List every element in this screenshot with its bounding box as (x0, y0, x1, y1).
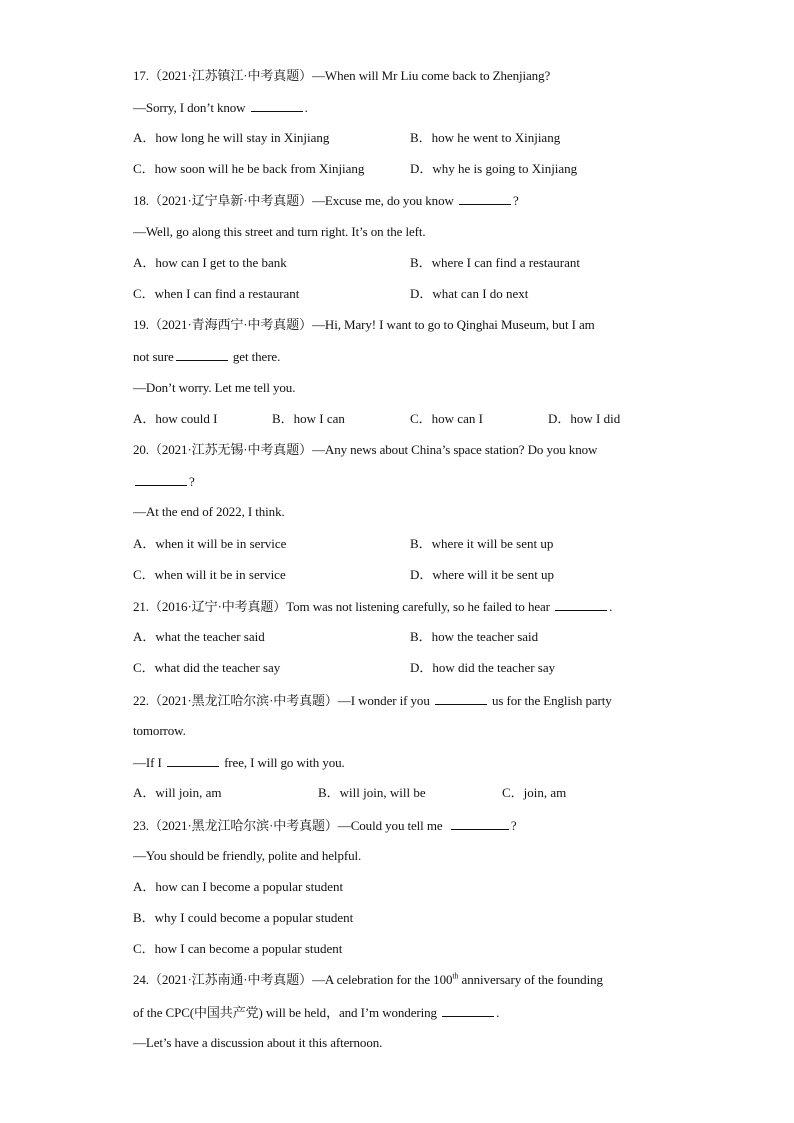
q21-option-a[interactable]: A．what the teacher said (133, 629, 265, 644)
q23-stem (133, 817, 517, 834)
q24-stem2-end: . (496, 1005, 500, 1020)
q23-stem-end: ? (510, 818, 517, 833)
q20-option-d[interactable]: D．where will it be sent up (410, 567, 555, 582)
q19-option-d[interactable]: D．how I did (548, 411, 621, 426)
q21-stem (133, 598, 612, 615)
q17-reply-text: —Sorry, I don’t know (133, 100, 246, 115)
q23-option-b[interactable]: B．why I could become a popular student (133, 910, 354, 925)
q19-stem2-end: get there. (232, 349, 281, 364)
q19-reply: —Don’t worry. Let me tell you. (133, 380, 296, 395)
q21-blank (555, 598, 607, 611)
q20-stem-line2 (133, 473, 195, 490)
q22-stem-line2: tomorrow. (133, 723, 186, 738)
q22-option-a[interactable]: A．will join, am (133, 785, 222, 800)
q23-option-c[interactable]: C．how I can become a popular student (133, 941, 343, 956)
q18-stem-text: 18.（2021·辽宁阜新·中考真题）—Excuse me, do you know (133, 193, 454, 208)
q21-option-b[interactable]: B．how the teacher said (410, 629, 539, 644)
q19-option-b[interactable]: B．how I can (272, 411, 345, 426)
q18-stem (133, 192, 519, 209)
q17-option-b[interactable]: B．how he went to Xinjiang (410, 130, 561, 145)
q20-option-a[interactable]: A．when it will be in service (133, 536, 287, 551)
q17-blank (251, 99, 303, 112)
q24-stem2-text: of the CPC(中国共产党) will be held，and I’m wondering (133, 1005, 437, 1020)
q22-reply-end: free, I will go with you. (224, 755, 345, 770)
q17-reply-end: . (304, 100, 308, 115)
q24-stem-text: 24.（2021·江苏南通·中考真题）—A celebration for the 100 (133, 972, 453, 987)
q24-stem (133, 972, 603, 988)
q20-stem: 20.（2021·江苏无锡·中考真题）—Any news about China’s space station? Do you know (133, 442, 598, 457)
q18-option-d[interactable]: D．what can I do next (410, 286, 529, 301)
q22-reply (133, 754, 345, 771)
q19-option-c[interactable]: C．how can I (410, 411, 483, 426)
q20-stem2-end: ? (189, 474, 195, 489)
q22-option-b[interactable]: B．will join, will be (318, 785, 426, 800)
q18-option-b[interactable]: B．where I can find a restaurant (410, 255, 581, 270)
q17-reply (133, 99, 308, 116)
q19-stem2-text: not sure (133, 349, 174, 364)
q22-reply-text: —If I (133, 755, 162, 770)
q21-stem-end: . (609, 599, 613, 614)
q23-reply: —You should be friendly, polite and helpful. (133, 848, 362, 863)
q22-stem (133, 692, 612, 709)
q20-option-b[interactable]: B．where it will be sent up (410, 536, 554, 551)
q22-stem-text: 22.（2021·黑龙江哈尔滨·中考真题）—I wonder if you (133, 693, 430, 708)
q22-blank-1 (435, 692, 487, 705)
q17-stem: 17.（2021·江苏镇江·中考真题）—When will Mr Liu come back to Zhenjiang? (133, 68, 551, 83)
q19-stem: 19.（2021·青海西宁·中考真题）—Hi, Mary! I want to go to Qinghai Museum, but I am (133, 317, 595, 332)
q17-option-a[interactable]: A．how long he will stay in Xinjiang (133, 130, 330, 145)
q24-blank (442, 1004, 494, 1017)
q18-option-c[interactable]: C．when I can find a restaurant (133, 286, 300, 301)
q22-stem-end: us for the English party (492, 693, 612, 708)
q22-option-c[interactable]: C．join, am (502, 785, 567, 800)
q22-blank-2 (167, 754, 219, 767)
q19-blank (176, 348, 228, 361)
q18-reply: —Well, go along this street and turn right. It’s on the left. (133, 224, 426, 239)
q18-stem-end: ? (512, 193, 519, 208)
q20-option-c[interactable]: C．when will it be in service (133, 567, 286, 582)
q19-stem-line2 (133, 348, 280, 365)
q18-option-a[interactable]: A．how can I get to the bank (133, 255, 287, 270)
q20-reply: —At the end of 2022, I think. (133, 504, 285, 519)
q23-blank (451, 817, 509, 830)
q24-superscript: th (452, 971, 459, 981)
q17-option-d[interactable]: D．why he is going to Xinjiang (410, 161, 578, 176)
q24-reply: —Let’s have a discussion about it this afternoon. (133, 1035, 383, 1050)
q20-blank (135, 473, 187, 486)
q19-option-a[interactable]: A．how could I (133, 411, 218, 426)
q21-option-d[interactable]: D．how did the teacher say (410, 660, 556, 675)
q23-stem-text: 23.（2021·黑龙江哈尔滨·中考真题）—Could you tell me (133, 818, 443, 833)
q21-option-c[interactable]: C．what did the teacher say (133, 660, 281, 675)
q21-stem-text: 21.（2016·辽宁·中考真题）Tom was not listening carefully, so he failed to hear (133, 599, 550, 614)
q18-blank (459, 192, 511, 205)
q17-option-c[interactable]: C．how soon will he be back from Xinjiang (133, 161, 365, 176)
q24-stem-line2 (133, 1004, 499, 1021)
q23-option-a[interactable]: A．how can I become a popular student (133, 879, 344, 894)
q24-stem-end: anniversary of the founding (458, 972, 603, 987)
